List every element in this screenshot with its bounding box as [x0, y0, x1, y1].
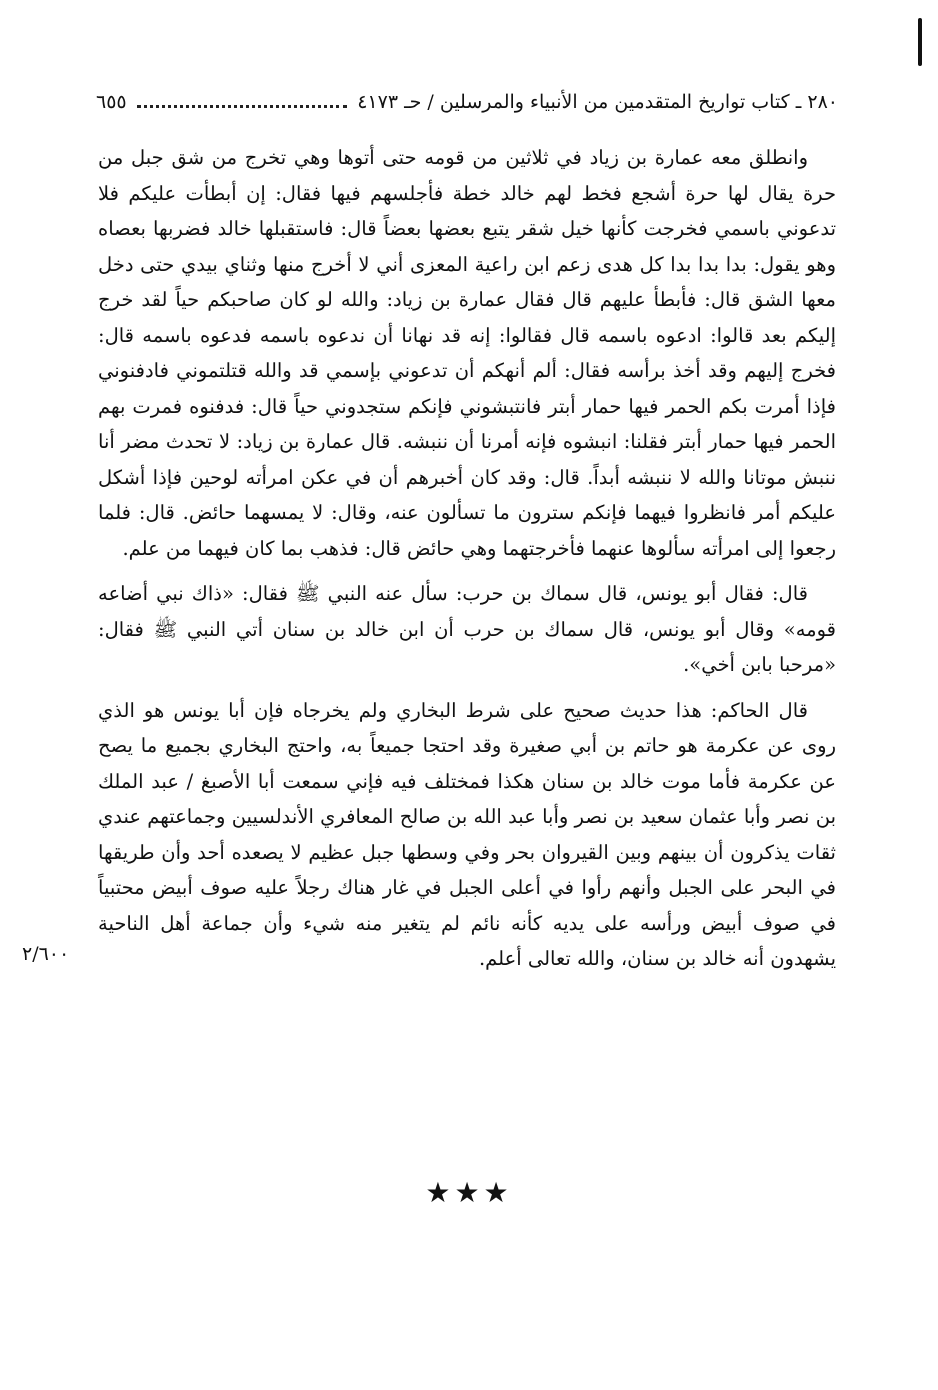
page-edge-mark [918, 18, 922, 66]
paragraph-abu-yunus: قال: فقال أبو يونس، قال سماك بن حرب: سأل عنه النبي ﷺ فقال: «ذاك نبي أضاعه قومه» وقال أبو يونس، قال سماك بن حرب أن ابن خالد بن سنان أتي النبي ﷺ فقال: «مرحبا بابن أخي». [98, 582, 836, 676]
page-number: ٦٥٥ [96, 91, 127, 113]
section-separator-stars: ★★★ [425, 1176, 513, 1209]
paragraph-khalid-story: وانطلق معه عمارة بن زياد في ثلاثين من قومه حتى أتوها وهي تخرج من شق جبل من حرة يقال لها حرة أشجع فخط لهم خالد خطة فأجلسهم فيها فقال: إن أبطأت عليكم فلا تدعوني باسمي فخرجت كأنها خيل شقر يتبع بعضها بعضاً قال: فاستقبلها خالد فضربها بعصاه وهو يقول: بدا بدا بدا كل هدى زعم ابن راعية المعزى أني لا أخرج منها وثناي بيدي حتى دخل معها الشق قال: فأبطأ عليهم قال فقال عمارة بن زياد: والله لو كان صاحبكم حياً لقد خرج إليكم بعد قالوا: ادعوه باسمه قال فقالوا: إنه قد نهانا أن ندعوه باسمه فدعوه باسمه قال: فخرج إليهم وقد أخذ برأسه فقال: ألم أنهكم أن تدعوني بإسمي قد والله قتلتموني فادفنوني فإذا أمرت بكم الحمر فيها حمار أبتر فانتبشوني فإنكم ستجدوني حياً قال: فدفنوه فمرت بهم الحمر فيها حمار أبتر فقلنا: انبشوه فإنه أمرنا أن ننبشه. قال عمارة بن زياد: لا تحدث مضر أنا ننبش موتانا والله لا ننبشه أبداً. قال: وقد كان أخبرهم أن في عكن امرأته لوحين فإذا أشكل عليكم أمر فانظروا فيهما فإنكم سترون ما تسألون عنه، وقال: لا يمسهما حائض. قال: فلما رجعوا إلى امرأته سألوها عنهما فأخرجتهما وهي حائض قال: فذهب بما كان فيهما من علم. [98, 146, 836, 560]
main-text [98, 140, 836, 977]
leader-dots [137, 105, 348, 108]
running-title: ٢٨٠ ـ كتاب تواريخ المتقدمين من الأنبياء والمرسلين / حـ ٤١٧٣ [357, 91, 838, 113]
paragraph-al-hakim: قال الحاكم: هذا حديث صحيح على شرط البخاري ولم يخرجاه فإن أبا يونس هو الذي روى عن عكرمة هو حاتم بن أبي صغيرة وقد احتجا جميعاً به، واحتج البخاري بجميع ما يصح عن عكرمة فأما موت خالد بن سنان هكذا فمختلف فيه فإني سمعت أبا الأصبغ / عبد الملك بن نصر وأبا عثمان سعيد بن نصر وأبا عبد الله بن صالح المعافري الأندلسيين وجماعتهم عندي ثقات يذكرون أن بينهم وبين القيروان بحر وفي وسطها جبل عظيم لا يصعده أحد وأن طريقها في البحر على الجبل وأنهم رأوا في أعلى الجبل في غار هناك رجلاً عليه صوف أبيض محتبياً في صوف أبيض ورأسه على يديه كأنه نائم لم يتغير منه شيء وأن جماعة أهل الناحية يشهدون أنه خالد بن سنان، والله تعالى أعلم. [98, 698, 836, 970]
margin-reference: ٢/٦٠٠ [22, 943, 70, 965]
page-header [96, 84, 838, 120]
